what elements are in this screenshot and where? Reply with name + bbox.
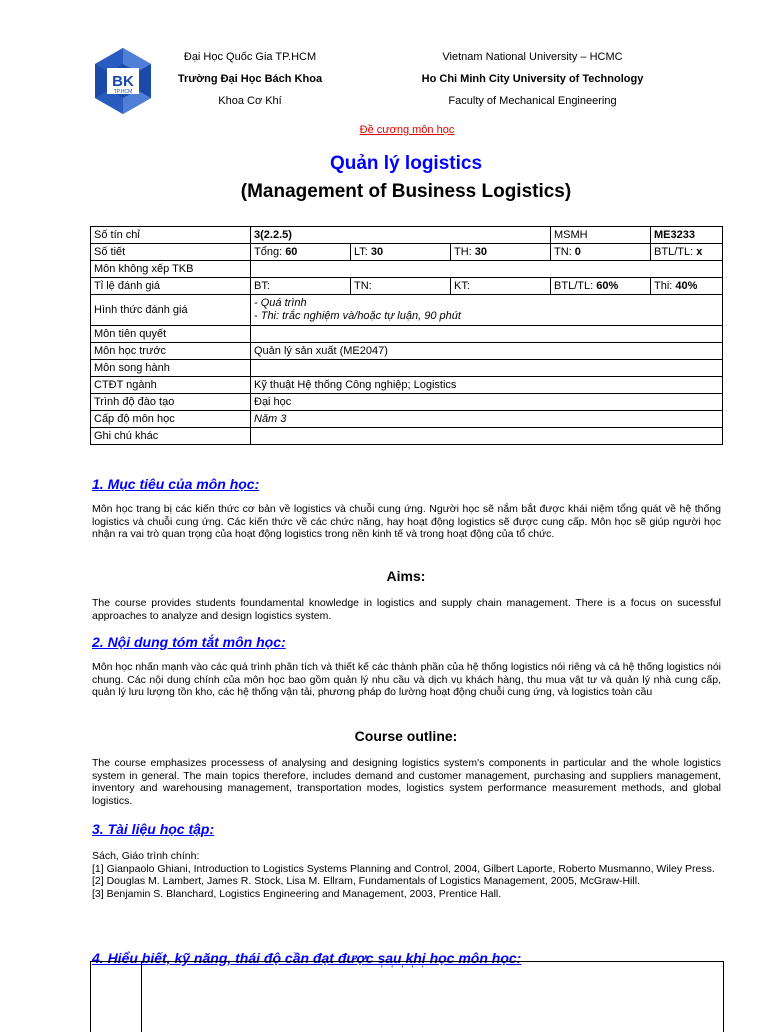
course-outline-text: The course emphasizes processess of analysing and designing logistics system's components in particular and the whole logistics system in general. The main topics therefore, includes demand and customer management, purchasing and suppliers management, inventory and warehousing management, transportation modes, logistics system performance measurement methods, and global logistics. <box>92 757 721 807</box>
assessment-line: - Quá trình <box>254 297 307 309</box>
assessment-methods <box>251 295 723 326</box>
table-row <box>91 360 723 377</box>
objectives-text: Môn học trang bị các kiến thức cơ bản về logistics và chuỗi cung ứng. Người học sẽ nắm bắt được khái niệm tổng quát về hệ thống logistics và chuỗi cung ứng. Các kiến thức về các chức năng, hay hoạt động logistics sẽ được cung cấp. Môn học sẽ giúp người học nhận ra vai trò quan trọng của hoạt động logistics trong nền kinh tế và trong hoạt động của tổ chức. <box>92 503 721 540</box>
row-label: Hình thức đánh giá <box>91 295 251 326</box>
header-english <box>395 46 670 112</box>
row-value: Đại học <box>251 394 723 411</box>
table-row <box>91 227 723 244</box>
references-block <box>92 850 721 900</box>
aims-text: The course provides students foundamental knowledge in logistics and supply chain management. There is a focus on sucessful approaches to analyze and design logistics system. <box>92 597 721 622</box>
row-value <box>251 326 723 343</box>
tn-hours-cell: TN: 0 <box>551 244 651 261</box>
assessment-line: - Thi: trắc nghiệm và/hoặc tự luận, 90 phút <box>254 310 461 322</box>
table-row <box>91 377 723 394</box>
logo-subtext: TP.HCM <box>113 89 133 95</box>
row-value: Kỹ thuật Hệ thống Công nghiệp; Logistics <box>251 377 723 394</box>
section-heading-summary: 2. Nội dung tóm tắt môn học: <box>92 634 286 650</box>
course-title-vn: Quản lý logistics <box>329 153 483 174</box>
table-row <box>91 394 723 411</box>
table-row <box>91 261 723 278</box>
row-label: Cấp độ môn học <box>91 411 251 428</box>
row-value: Quản lý sản xuất (ME2047) <box>251 343 723 360</box>
logo-text: BK <box>112 73 134 90</box>
row-label: Số tín chỉ <box>91 227 251 244</box>
row-value <box>251 360 723 377</box>
section-heading-objectives: 1. Mục tiêu của môn học: <box>92 476 260 492</box>
bt-cell: BT: <box>251 278 351 295</box>
row-label: CTĐT ngành <box>91 377 251 394</box>
btl-weight-cell: BTL/TL: 60% <box>551 278 651 295</box>
row-value <box>251 261 723 278</box>
row-value: Năm 3 <box>251 411 723 428</box>
table-header-fragment: ' ' ' ' ' <box>381 964 427 974</box>
reference-item: [2] Douglas M. Lambert, James R. Stock, Lisa M. Ellram, Fundamentals of Logistics Management, 2005, McGraw-Hill. <box>92 875 640 887</box>
row-label: Môn song hành <box>91 360 251 377</box>
en-school-line: Ho Chi Minh City University of Technology <box>421 73 644 85</box>
document-header <box>0 46 768 116</box>
vn-school-line: Trường Đại Học Bách Khoa <box>177 73 323 85</box>
section-heading-materials: 3. Tài liệu học tập: <box>92 821 215 837</box>
outcomes-table <box>90 961 724 1032</box>
row-label: Số tiết <box>91 244 251 261</box>
university-logo <box>92 46 154 116</box>
lt-hours-cell: LT: 30 <box>351 244 451 261</box>
row-label: Trình độ đào tạo <box>91 394 251 411</box>
course-title-en: (Management of Business Logistics) <box>240 181 572 202</box>
course-info-table <box>90 226 723 445</box>
table-row <box>91 326 723 343</box>
en-university-line: Vietnam National University – HCMC <box>442 51 623 63</box>
row-value <box>251 428 723 445</box>
table-row <box>91 343 723 360</box>
reference-item: [1] Gianpaolo Ghiani, Introduction to Logistics Systems Planning and Control, 2004, Gilbert Laporte, Roberto Musmanno, Wiley Press. <box>92 862 715 875</box>
course-code: ME3233 <box>651 227 723 244</box>
kt-cell: KT: <box>451 278 551 295</box>
vn-faculty-line: Khoa Cơ Khí <box>218 95 282 107</box>
document-type-label: Đề cương môn học <box>359 124 455 136</box>
table-row <box>91 295 723 326</box>
en-faculty-line: Faculty of Mechanical Engineering <box>448 95 617 107</box>
exam-weight-cell: Thi: 40% <box>651 278 723 295</box>
row-label: Môn học trước <box>91 343 251 360</box>
row-label: Môn không xếp TKB <box>91 261 251 278</box>
th-hours-cell: TH: 30 <box>451 244 551 261</box>
header-vietnamese <box>165 46 335 112</box>
aims-heading: Aims: <box>386 568 426 584</box>
vn-university-line: Đại Học Quốc Gia TP.HCM <box>183 51 317 63</box>
msmh-label: MSMH <box>551 227 651 244</box>
references-intro: Sách, Giáo trình chính: <box>92 850 200 862</box>
tn-cell: TN: <box>351 278 451 295</box>
credits-value: 3(2.2.5) <box>251 227 551 244</box>
table-row <box>91 428 723 445</box>
table-divider <box>141 962 142 1032</box>
row-label: Tỉ lệ đánh giá <box>91 278 251 295</box>
table-row <box>91 244 723 261</box>
table-row <box>91 411 723 428</box>
row-label: Môn tiên quyết <box>91 326 251 343</box>
row-label: Ghi chú khác <box>91 428 251 445</box>
total-hours-cell: Tổng: 60 <box>251 244 351 261</box>
section-heading-outcomes: 4. Hiểu biết, kỹ năng, thái độ cần đạt được sau khi học môn học: <box>92 950 522 966</box>
btl-cell: BTL/TL: x <box>651 244 723 261</box>
course-outline-heading: Course outline: <box>354 728 458 744</box>
summary-text: Môn học nhấn mạnh vào các quá trình phân tích và thiết kế các thành phần của hệ thống logistics nói riêng và cả hệ thống logistics nói chung. Các nội dung chính của môn học bao gồm quản lý nhu cầu và dịch vụ khách hàng, thu mua vật tư và quản lý nhà cung cấp, quản lý lưu lượng tồn kho, các hệ thống vận tải, phương pháp đo lường hoạt động chuỗi cung ứng, và logistics toàn cầu <box>92 661 721 698</box>
reference-item: [3] Benjamin S. Blanchard, Logistics Engineering and Management, 2003, Prentice Hall. <box>92 887 502 900</box>
table-row <box>91 278 723 295</box>
